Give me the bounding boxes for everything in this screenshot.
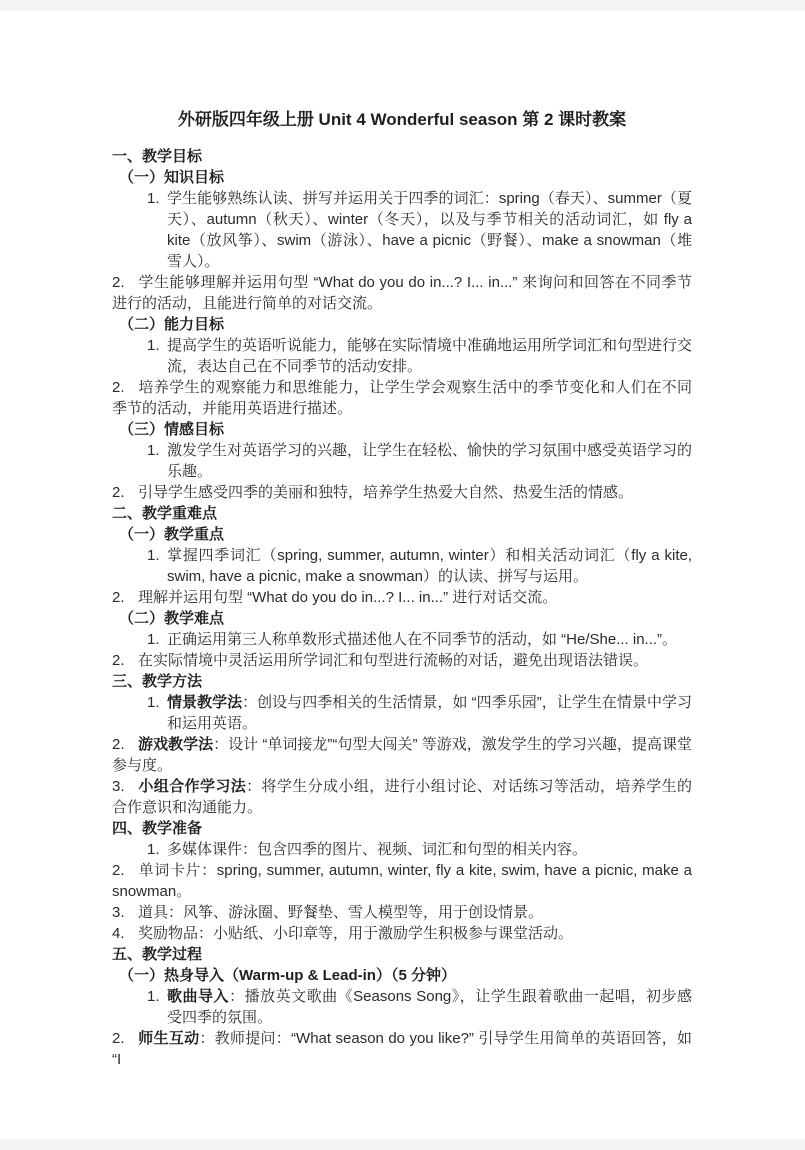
section-heading [112,671,692,692]
bold-text-run: （三）情感目标 [119,421,225,438]
sub-heading [112,524,692,545]
numbered-paragraph [112,587,692,608]
bold-text-run: （二）能力目标 [119,316,225,333]
text-run: 奖励物品：小贴纸、小印章等，用于激励学生积极参与课堂活动。 [138,925,574,942]
list-number: 1. [147,337,160,354]
bold-text-run: 歌曲导入 [167,988,230,1005]
bold-text-run: 情景教学法 [167,694,243,711]
list-number: 2. [112,1030,125,1047]
bold-text-run: 师生互动 [138,1030,200,1047]
text-run: ：教师提问：“What season do you like?” 引导学生用简单的英语回答，如 “I [112,1030,692,1068]
text-run: ：播放英文歌曲《Seasons Song》，让学生跟着歌曲一起唱，初步感受四季的氛围。 [167,988,692,1026]
text-run: 单词卡片：spring, summer, autumn, winter, fly a kite, swim, have a picnic, make a snowman。 [112,862,692,900]
bold-text-run: 一、教学目标 [112,148,203,165]
bold-text-run: 五、教学过程 [112,946,203,963]
sub-heading [112,419,692,440]
list-number: 2. [112,274,125,291]
numbered-list-item [112,440,692,482]
text-run: 道具：风筝、游泳圈、野餐垫、雪人模型等，用于创设情景。 [138,904,544,921]
sub-heading [112,608,692,629]
section-heading [112,146,692,167]
bold-text-run: （一）热身导入（Warm-up & Lead-in）（5 分钟） [119,967,456,984]
text-run: 提高学生的英语听说能力，能够在实际情境中准确地运用所学词汇和句型进行交流，表达自己在不同季节的活动安排。 [167,337,693,375]
numbered-paragraph [112,482,692,503]
bold-text-run: 小组合作学习法 [138,778,247,795]
numbered-list-item [112,839,692,860]
list-number: 3. [112,904,125,921]
list-number: 1. [147,694,160,711]
text-run: 在实际情境中灵活运用所学词汇和句型进行流畅的对话，避免出现语法错误。 [138,652,649,669]
bold-text-run: （二）教学难点 [119,610,225,627]
text-run: 掌握四季词汇（spring, summer, autumn, winter）和相关活动词汇（fly a kite, swim, have a picnic, make a snowman）的认读、拼写与运用。 [167,547,692,585]
numbered-paragraph [112,923,692,944]
sub-heading [112,314,692,335]
numbered-list-item [112,188,692,272]
document-body [112,146,692,1070]
numbered-paragraph [112,902,692,923]
text-run: ：创设与四季相关的生活情景，如 “四季乐园”，让学生在情景中学习和运用英语。 [167,694,692,732]
list-number: 2. [112,484,125,501]
numbered-paragraph [112,272,692,314]
text-run: 正确运用第三人称单数形式描述他人在不同季节的活动，如 “He/She... in...”。 [167,631,678,648]
numbered-list-item [112,545,692,587]
bold-text-run: 三、教学方法 [112,673,203,690]
list-number: 2. [112,589,125,606]
numbered-paragraph [112,650,692,671]
list-number: 1. [147,988,160,1005]
text-run: 学生能够理解并运用句型 “What do you do in...? I... in...” 来询问和回答在不同季节进行的活动，且能进行简单的对话交流。 [112,274,692,312]
list-number: 2. [112,379,125,396]
bold-text-run: （一）教学重点 [119,526,225,543]
list-number: 3. [112,778,125,795]
bold-text-run: 四、教学准备 [112,820,203,837]
numbered-list-item [112,986,692,1028]
sub-heading [112,167,692,188]
numbered-paragraph [112,377,692,419]
text-run: ：将学生分成小组，进行小组讨论、对话练习等活动，培养学生的合作意识和沟通能力。 [112,778,692,816]
document-page [0,11,805,1139]
list-number: 1. [147,547,160,564]
text-run: 多媒体课件：包含四季的图片、视频、词汇和句型的相关内容。 [167,841,588,858]
numbered-list-item [112,692,692,734]
text-run: 培养学生的观察能力和思维能力，让学生学会观察生活中的季节变化和人们在不同季节的活动，并能用英语进行描述。 [112,379,692,417]
document-title: 外研版四年级上册 Unit 4 Wonderful season 第 2 课时教案 [177,110,627,129]
text-run: 理解并运用句型 “What do you do in...? I... in...” 进行对话交流。 [138,589,558,606]
section-heading [112,944,692,965]
section-heading [112,818,692,839]
list-number: 2. [112,652,125,669]
numbered-list-item [112,335,692,377]
numbered-paragraph [112,1028,692,1070]
list-number: 2. [112,862,125,879]
numbered-paragraph [112,734,692,776]
text-run: 学生能够熟练认读、拼写并运用关于四季的词汇：spring（春天）、summer（夏天）、autumn（秋天）、winter（冬天），以及与季节相关的活动词汇，如 fly a kite（放风筝）、swim（游泳）、have a picnic（野餐）、make a snowman（堆雪人）。 [167,190,692,270]
list-number: 1. [147,190,160,207]
list-number: 2. [112,736,125,753]
bold-text-run: 二、教学重难点 [112,505,218,522]
list-number: 1. [147,631,160,648]
text-run: ：设计 “单词接龙”“句型大闯关” 等游戏，激发学生的学习兴趣，提高课堂参与度。 [112,736,692,774]
bold-text-run: （一）知识目标 [119,169,225,186]
list-number: 1. [147,841,160,858]
list-number: 1. [147,442,160,459]
list-number: 4. [112,925,125,942]
bold-text-run: 游戏教学法 [138,736,214,753]
text-run: 激发学生对英语学习的兴趣，让学生在轻松、愉快的学习氛围中感受英语学习的乐趣。 [167,442,693,480]
sub-heading [112,965,692,986]
numbered-list-item [112,629,692,650]
numbered-paragraph [112,776,692,818]
numbered-paragraph [112,860,692,902]
section-heading [112,503,692,524]
text-run: 引导学生感受四季的美丽和独特，培养学生热爱大自然、热爱生活的情感。 [138,484,634,501]
